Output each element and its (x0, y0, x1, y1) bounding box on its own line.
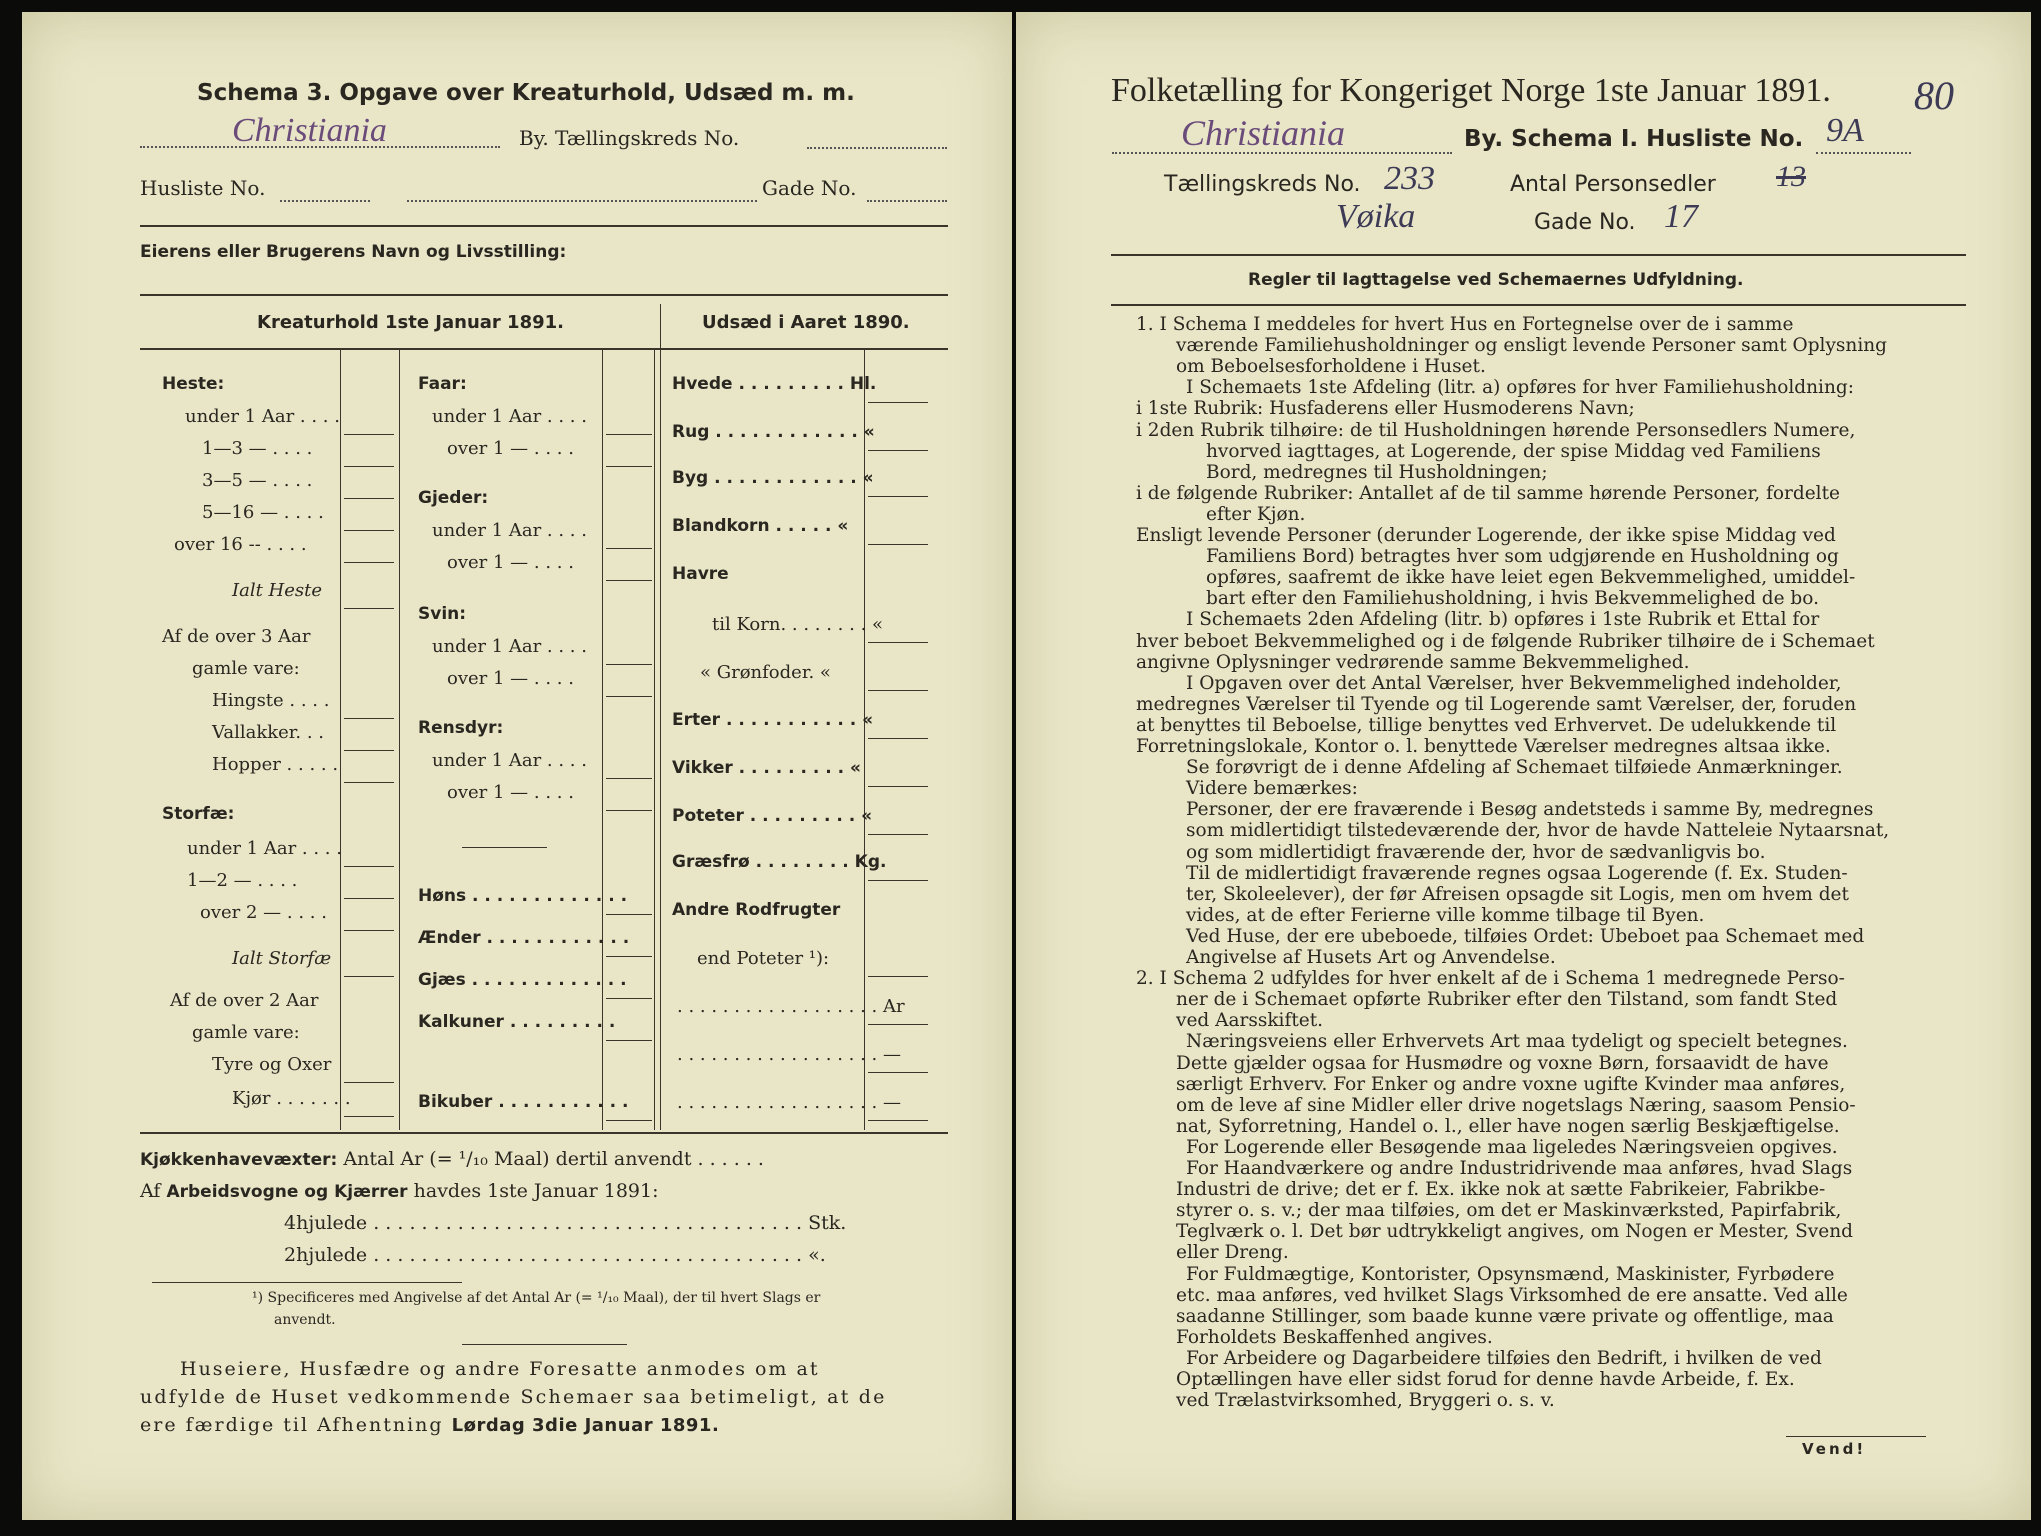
city-handwritten: Christiania (232, 112, 387, 149)
rule-line: om Beboelsesforholdene i Huset. (1176, 356, 1486, 378)
rule-line: angivne Oplysninger vedrørende samme Bekvemmelighed. (1136, 651, 1690, 673)
gade-label-right: Gade No. (1534, 210, 1636, 235)
livestock-row-label: Storfæ: (162, 804, 235, 824)
rule-line: ved Aarsskiftet. (1176, 1010, 1324, 1032)
wagons-bold: Arbeidsvogne og Kjærrer (166, 1182, 408, 1202)
livestock-row-label: 1—3 — . . . . (202, 438, 313, 459)
small-livestock-row-label: over 1 — . . . . (447, 438, 574, 459)
livestock-row-label: Kjør . . . . . . . (232, 1088, 351, 1109)
small-livestock-row-label: Bikuber . . . . . . . . . . . (418, 1092, 629, 1112)
livestock-heading: Kreaturhold 1ste Januar 1891. (257, 312, 564, 333)
rule-line: eller Dreng. (1176, 1242, 1289, 1264)
rules-heading: Regler til Iagttagelse ved Schemaernes Udfyldning. (1248, 270, 1744, 290)
small-livestock-row-label: Høns . . . . . . . . . . . . . (418, 886, 628, 906)
livestock-row-label: Af de over 2 Aar (170, 990, 319, 1011)
livestock-row-label: over 16 -- . . . . (174, 534, 307, 555)
rule-line: værende Familiehusholdninger og ensligt levende Personer samt Oplysning (1176, 335, 1887, 357)
rule-line: styrer o. s. v.; der maa tilføies, om det er Maskinværksted, Papirfabrik, (1176, 1200, 1842, 1222)
livestock-row-label: Af de over 3 Aar (162, 626, 311, 647)
livestock-row-label: Ialt Storfæ (232, 948, 332, 969)
gade-handwritten: 17 (1664, 198, 1698, 235)
small-livestock-row-label: Gjeder: (418, 488, 489, 508)
seed-row-label: Rug . . . . . . . . . . . . « (672, 422, 875, 442)
rule-line: 1. I Schema I meddeles for hvert Hus en Fortegnelse over de i samme (1136, 314, 1794, 335)
livestock-row-label: gamle vare: (192, 658, 300, 679)
rule-line: hver beboet Bekvemmelighed og i de følgende Rubriker tilhøire de i Schemaet (1136, 630, 1875, 652)
small-livestock-row-label: Gjæs . . . . . . . . . . . . . (418, 970, 627, 990)
seed-row-label: Blandkorn . . . . . « (672, 516, 849, 536)
closing-line2: udfylde de Huset vedkommende Schemaer saa betimeligt, at de (140, 1386, 887, 1408)
rule-line: vides, at de efter Ferierne ville komme tilbage til Byen. (1186, 904, 1705, 926)
livestock-row-label: Vallakker. . . (212, 722, 325, 743)
rule-line: Familiens Bord) betragtes hver som udgjørende en Husholdning og (1206, 546, 1839, 568)
livestock-row-label: 1—2 — . . . . (187, 870, 298, 891)
rule-line: ter, Skoleelever), der før Afreisen opsagde sit Logis, men om hvem det (1186, 883, 1849, 905)
schema-line: By. Schema I. Husliste No. (1464, 126, 1804, 152)
rule-line: i 2den Rubrik tilhøire: de til Husholdningen hørende Personsedlers Numere, (1136, 419, 1856, 441)
census-title: Folketælling for Kongeriget Norge 1ste Januar 1891. (1111, 72, 1831, 109)
livestock-row-label: under 1 Aar . . . . (185, 406, 340, 427)
rule-line: Ensligt levende Personer (derunder Logerende, der ikke spise Middag ved (1136, 525, 1836, 546)
schema3-title: Schema 3. Opgave over Kreaturhold, Udsæd m. m. (197, 80, 855, 106)
vend-label: Vend! (1802, 1440, 1867, 1458)
closing-line3-bold: Lørdag 3die Januar 1891. (451, 1415, 720, 1436)
rule-line: For Haandværkere og andre Industridrivende maa anføres, hvad Slags (1186, 1158, 1853, 1179)
wheels2-line: 2hjulede . . . . . . . . . . . . . . . . . . . . . . . . . . . . . . . . . . . . «. (284, 1244, 826, 1266)
seed-row-label: Andre Rodfrugter (672, 900, 841, 920)
footnote-line1: ¹) Specificeres med Angivelse af det Antal Ar (= ¹/₁₀ Maal), der til hvert Slags er (252, 1290, 821, 1306)
livestock-row-label: gamle vare: (192, 1022, 300, 1043)
rule-line: efter Kjøn. (1206, 503, 1306, 525)
closing-line3-prefix: ere færdige til Afhentning (140, 1414, 444, 1436)
small-livestock-row-label: over 1 — . . . . (447, 552, 574, 573)
rule-line: hvorved iagttages, at Logerende, der spise Middag ved Familiens (1206, 440, 1821, 462)
owner-label: Eierens eller Brugerens Navn og Livsstilling: (140, 242, 567, 262)
seed-row-label: . . . . . . . . . . . . . . . . . . — (677, 1044, 901, 1065)
rule-line: Teglværk o. l. Det bør udtrykkeligt angives, om Nogen er Mester, Svend (1176, 1221, 1853, 1243)
husliste-label: Husliste No. (140, 176, 266, 200)
rule-line: Optællingen have eller sidst forud for denne havde Arbeide, f. Ex. (1176, 1369, 1795, 1390)
livestock-row-label: 3—5 — . . . . (202, 470, 313, 491)
seed-row-label: . . . . . . . . . . . . . . . . . . — (677, 1092, 901, 1113)
livestock-row-label: Tyre og Oxer (212, 1054, 332, 1075)
rule-line: særligt Erhverv. For Enker og andre voxne ugifte Kvinder maa anføres, (1176, 1073, 1846, 1095)
seed-row-label: til Korn. . . . . . . . « (712, 614, 884, 635)
livestock-row-label: 5—16 — . . . . (202, 502, 324, 523)
rule-line: opføres, saafremt de ikke have leiet egen Bekvemmelighed, umiddel- (1206, 567, 1856, 589)
wagons-prefix: Af (140, 1180, 161, 1202)
rule-line: i 1ste Rubrik: Husfaderens eller Husmoderens Navn; (1136, 398, 1635, 420)
right-city-handwritten: Christiania (1181, 113, 1346, 153)
wagons-line (140, 1180, 659, 1202)
seed-heading: Udsæd i Aaret 1890. (702, 312, 910, 333)
small-livestock-row-label: under 1 Aar . . . . (432, 636, 587, 657)
seed-row-label: Græsfrø . . . . . . . . Kg. (672, 852, 887, 872)
small-livestock-row-label: under 1 Aar . . . . (432, 750, 587, 771)
rule-line: For Logerende eller Besøgende maa ligeledes Næringsveien opgives. (1186, 1136, 1838, 1158)
rule-line: ved Trælastvirksomhed, Bryggeri o. s. v. (1176, 1390, 1555, 1412)
rule-line: Forretningslokale, Kontor o. l. benyttede Værelser medregnes altsaa ikke. (1136, 736, 1831, 757)
rule-line: nat, Syforretning, Handel o. l., eller have nogen særlig Beskjæftigelse. (1176, 1115, 1840, 1137)
seed-row-label: Byg . . . . . . . . . . . . « (672, 468, 874, 488)
rules-text (1116, 314, 1966, 1414)
kitchen-label: Kjøkkenhavevæxter: (140, 1150, 338, 1170)
rule-line: ner de i Schemaet opførte Rubriker efter den Tilstand, som fandt Sted (1176, 989, 1838, 1011)
small-livestock-row-label: Kalkuner . . . . . . . . . (418, 1012, 616, 1032)
rule-line: I Opgaven over det Antal Værelser, hver Bekvemmelighed indeholder, (1186, 672, 1842, 694)
rule-line: I Schemaets 2den Afdeling (litr. b) opføres i 1ste Rubrik et Ettal for (1186, 609, 1820, 631)
city-suffix: By. Tællingskreds No. (519, 126, 740, 150)
rule-line: Ved Huse, der ere ubeboede, tilføies Ordet: Ubeboet paa Schemaet med (1186, 925, 1865, 947)
footnote-line2: anvendt. (274, 1312, 336, 1328)
tk-label: Tællingskreds No. (1164, 172, 1361, 197)
seed-row-label: « Grønfoder. « (700, 662, 831, 683)
rule-line: 2. I Schema 2 udfyldes for hver enkelt af de i Schema 1 medregnede Perso- (1136, 968, 1845, 990)
rule-line: som midlertidigt tilstedeværende der, hvor de havde Natteleie Nytaarsnat, (1186, 820, 1890, 842)
rule-line: etc. maa anføres, ved hvilket Slags Virksomhed de ere ansatte. Ved alle (1176, 1284, 1848, 1306)
small-livestock-row-label: Rensdyr: (418, 718, 504, 738)
rule-line: Til de midlertidigt fraværende regnes ogsaa Logerende (f. Ex. Studen- (1186, 862, 1848, 884)
small-livestock-row-label: over 1 — . . . . (447, 782, 574, 803)
rule-line: Personer, der ere fraværende i Besøg andetsteds i samme By, medregnes (1186, 799, 1874, 821)
small-livestock-row-label: Faar: (418, 374, 467, 394)
rule-line: Videre bemærkes: (1186, 778, 1358, 800)
rule-line: Industri de drive; det er f. Ex. ikke nok at sætte Fabrikeier, Fabrikbe- (1176, 1179, 1826, 1201)
rule-line: Se forøvrigt de i denne Afdeling af Schemaet tilføiede Anmærkninger. (1186, 757, 1843, 779)
livestock-row-label: Heste: (162, 374, 225, 394)
small-livestock-row-label: under 1 Aar . . . . (432, 406, 587, 427)
seed-row-label: Hvede . . . . . . . . . Hl. (672, 374, 877, 394)
rule-line: om de leve af sine Midler eller drive nogetslags Næring, saasom Pensio- (1176, 1094, 1856, 1116)
right-page (1016, 12, 2031, 1520)
gade-label: Gade No. (762, 176, 857, 200)
seed-row-label: Havre (672, 564, 729, 584)
personsedler-handwritten: 13 (1776, 160, 1806, 193)
seed-row-label: Erter . . . . . . . . . . . « (672, 710, 874, 730)
kitchen-text: Antal Ar (= ¹/₁₀ Maal) dertil anvendt . . . . . . (343, 1148, 764, 1170)
wheels4-line: 4hjulede . . . . . . . . . . . . . . . . . . . . . . . . . . . . . . . . . . . . Stk. (284, 1212, 847, 1234)
wagons-rest: havdes 1ste Januar 1891: (413, 1180, 659, 1202)
kitchen-line (140, 1148, 764, 1170)
tk-handwritten: 233 (1384, 160, 1435, 197)
small-livestock-row-label: under 1 Aar . . . . (432, 520, 587, 541)
livestock-row-label: over 2 — . . . . (200, 902, 327, 923)
closing-line3 (140, 1414, 719, 1436)
rule-line: For Fuldmægtige, Kontorister, Opsynsmænd, Maskinister, Fyrbødere (1186, 1263, 1835, 1285)
rule-line: For Arbeidere og Dagarbeidere tilføies den Bedrift, i hvilken de ved (1186, 1347, 1822, 1369)
seed-row-label: Vikker . . . . . . . . . « (672, 758, 862, 778)
left-page (22, 12, 1012, 1520)
page-number-handwritten: 80 (1914, 73, 1954, 118)
rule-line: at benyttes til Beboelse, tillige benyttes ved Erhvervet. De udelukkende til (1136, 714, 1837, 736)
rule-line: og som midlertidigt fraværende der, hvor de sædvanligvis bo. (1186, 841, 1766, 863)
street-handwritten: Vøika (1336, 198, 1416, 235)
husliste-handwritten: 9A (1826, 112, 1864, 149)
rule-line: i de følgende Rubriker: Antallet af de til samme hørende Personer, fordelte (1136, 482, 1840, 504)
livestock-row-label: Ialt Heste (232, 580, 323, 601)
livestock-row-label: under 1 Aar . . . . (187, 838, 342, 859)
rule-line: I Schemaets 1ste Afdeling (litr. a) opføres for hver Familiehusholdning: (1186, 377, 1854, 399)
small-livestock-row-label: over 1 — . . . . (447, 668, 574, 689)
rule-line: saadanne Stillinger, som baade kunne være private og offentlige, maa (1176, 1305, 1834, 1327)
rule-line: Dette gjælder ogsaa for Husmødre og voxne Børn, forsaavidt de have (1176, 1052, 1829, 1074)
rule-line: Bord, medregnes til Husholdningen; (1206, 461, 1548, 483)
rule-line: Næringsveiens eller Erhvervets Art maa tydeligt og specielt betegnes. (1186, 1031, 1848, 1053)
seed-row-label: Poteter . . . . . . . . . « (672, 806, 873, 826)
rule-line: medregnes Værelser til Tyende og til Logerende samt Værelser, der, foruden (1136, 693, 1857, 715)
rule-line: Angivelse af Husets Art og Anvendelse. (1186, 947, 1556, 968)
seed-row-label: end Poteter ¹): (697, 948, 830, 969)
personsedler-label: Antal Personsedler (1510, 172, 1716, 197)
small-livestock-row-label: Svin: (418, 604, 467, 624)
livestock-row-label: Hopper . . . . . (212, 754, 339, 775)
rule-line: Forholdets Beskaffenhed angives. (1176, 1326, 1493, 1348)
rule-line: bart efter den Familiehusholdning, i hvis Bekvemmelighed de bo. (1206, 588, 1819, 610)
closing-line1: Huseiere, Husfædre og andre Foresatte anmodes om at (180, 1358, 820, 1380)
small-livestock-row-label: Ænder . . . . . . . . . . . . (418, 928, 630, 948)
livestock-row-label: Hingste . . . . (212, 690, 330, 711)
seed-row-label: . . . . . . . . . . . . . . . . . . Ar (677, 996, 905, 1017)
